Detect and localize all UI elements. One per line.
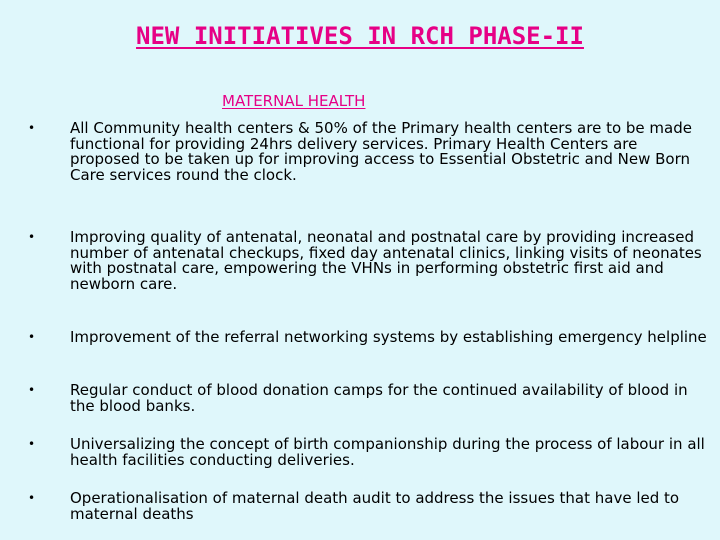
bullet-dot-icon: •	[28, 491, 36, 505]
bullet-dot-icon: •	[28, 437, 36, 451]
bullet-dot-icon: •	[28, 330, 36, 344]
bullet-text: Operationalisation of maternal death audit to address the issues that have led to maternal deaths	[70, 489, 680, 523]
bullet-dot-icon: •	[28, 383, 36, 397]
bullet-text: Regular conduct of blood donation camps for the continued availability of blood in the blood banks.	[70, 381, 688, 415]
bullet-item	[28, 330, 708, 383]
bullet-text: Improving quality of antenatal, neonatal and postnatal care by providing increased number of antenatal checkups, fixed day antenatal clinics, linking visits of neonates with postnatal care, empowering the VHNs in performing obstetric first aid and newborn care.	[70, 228, 702, 293]
bullet-dot-icon: •	[28, 230, 36, 244]
bullet-dot-icon: •	[28, 121, 36, 135]
bullet-text: Improvement of the referral networking systems by establishing emergency helpline	[70, 328, 707, 346]
bullet-item	[28, 491, 708, 531]
bullet-item	[28, 383, 708, 437]
bullet-list	[28, 121, 708, 531]
bullet-text: All Community health centers & 50% of the Primary health centers are to be made functional for providing 24hrs delivery services. Primary Health Centers are proposed to be taken up for improving access to Essential Obstetric and New Born Care services round the clock.	[70, 119, 692, 184]
slide-title: NEW INITIATIVES IN RCH PHASE-II	[136, 22, 584, 50]
bullet-text: Universalizing the concept of birth companionship during the process of labour in all health facilities conducting deliveries.	[70, 435, 705, 469]
bullet-item	[28, 230, 708, 330]
bullet-item	[28, 437, 708, 491]
section-heading: MATERNAL HEALTH	[222, 92, 366, 110]
bullet-item	[28, 121, 708, 230]
